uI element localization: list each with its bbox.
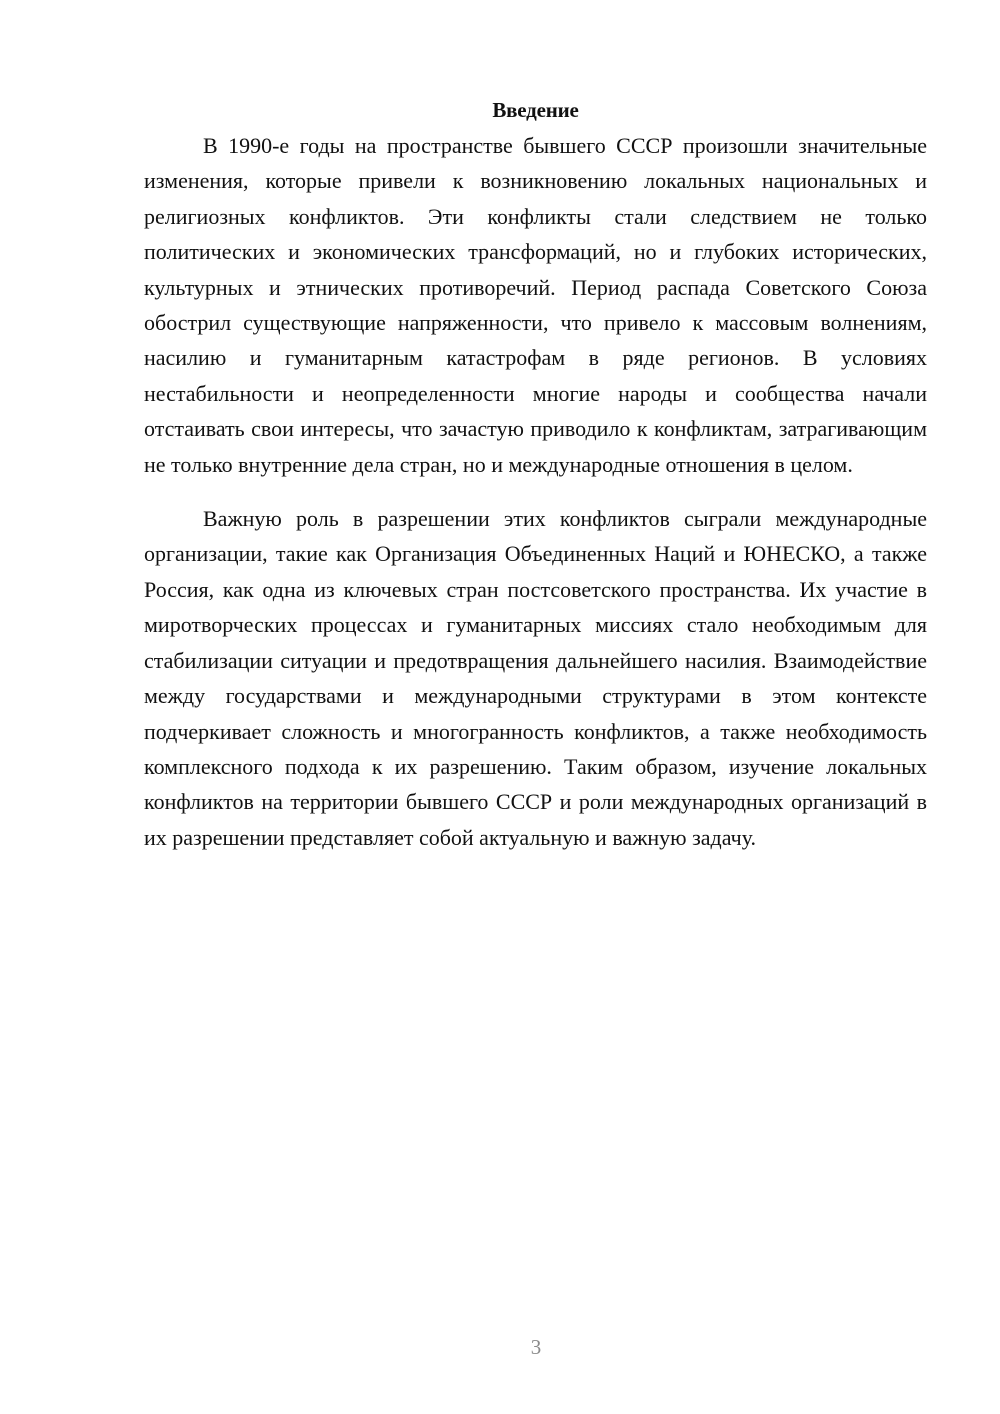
paragraph-1: В 1990-е годы на пространстве бывшего СССР произошли значительные изменения, которые привели к возникновению локальных национальных и религиозных конфликтов. Эти конфликты стали следствием не только политических и экономических трансформаций, но и глубоких исторических, культурных и этнических противоречий. Период распада Советского Союза обострил существующие напряженности, что привело к массовым волнениям, насилию и гуманитарным катастрофам в ряде регионов. В условиях нестабильности и неопределенности многие народы и сообщества начали отстаивать свои интересы, что зачастую приводило к конфликтам, затрагивающим не только внутренние дела стран, но и международные отношения в целом.	[144, 133, 927, 477]
page-number: 3	[530, 1335, 542, 1359]
page-content	[144, 93, 927, 855]
paragraph-2: Важную роль в разрешении этих конфликтов сыграли международные организации, такие как Организация Объединенных Наций и ЮНЕСКО, а также Россия, как одна из ключевых стран постсоветского пространства. Их участие в миротворческих процессах и гуманитарных миссиях стало необходимым для стабилизации ситуации и предотвращения дальнейшего насилия. Взаимодействие между государствами и международными структурами в этом контексте подчеркивает сложность и многогранность конфликтов, а также необходимость комплексного подхода к их разрешению. Таким образом, изучение локальных конфликтов на территории бывшего СССР и роли международных организаций в их разрешении представляет собой актуальную и важную задачу.	[144, 506, 927, 850]
section-heading: Введение	[492, 98, 579, 122]
